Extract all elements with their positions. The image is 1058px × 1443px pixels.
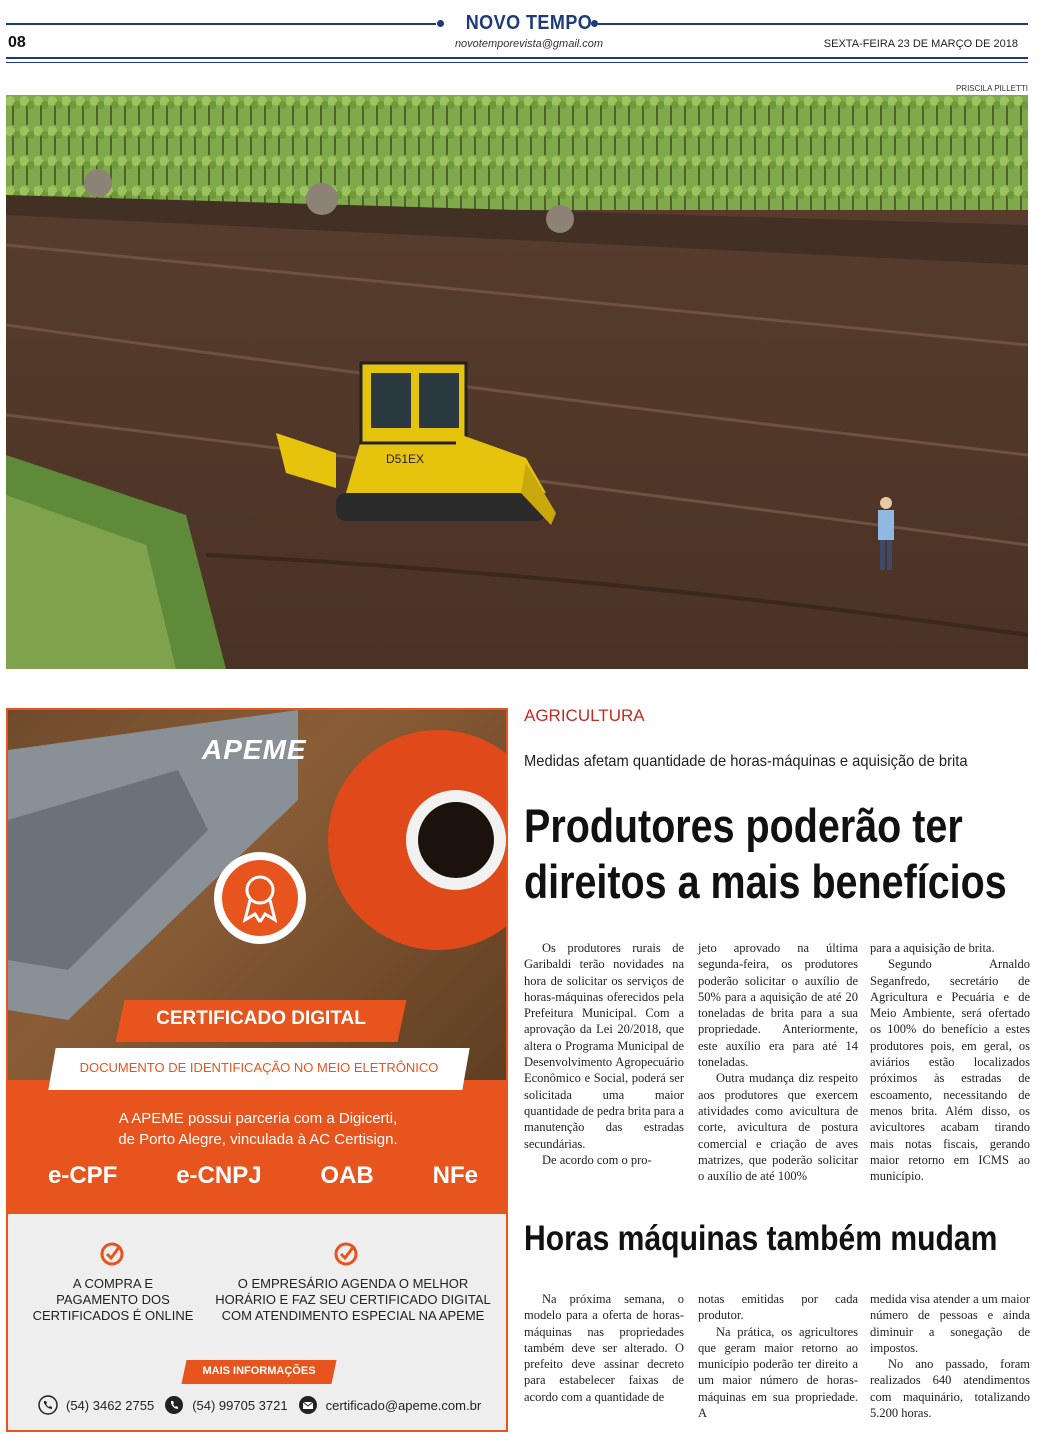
certificate-badge-icon [210, 848, 310, 948]
paragraph: Os produtores rurais de Garibaldi terão novidades na hora de solicitar os serviços de horas-máquinas oferecidos pela Prefeitura Municipal. Com a aprovação da Lei 20/2018, que altera o Programa Municipal de Desenvolvimento Agropecuário Econômico e Social, poderá ser solicitada uma maior quantidade de pedra brita para a manutenção das estradas secundárias. [524, 941, 684, 1151]
feature2-line: HORÁRIO E FAZ SEU CERTIFICADO DIGITAL [215, 1292, 491, 1307]
paragraph: jeto aprovado na última segunda-feira, os produtores poderão solicitar o auxílio de 50% para a aquisição de até 20 toneladas de brita para a sua propriedade. Anteriormente, este auxílio era para até 14 toneladas. [698, 941, 858, 1070]
email-address: certificado@apeme.com.br [325, 1397, 482, 1413]
ad-tagline: DOCUMENTO DE IDENTIFICAÇÃO NO MEIO ELETRÔNICO [79, 1060, 439, 1075]
cert-type-nfe: NFe [432, 1162, 478, 1189]
contact-email[interactable] [298, 1395, 482, 1415]
cert-types-row [48, 1162, 478, 1190]
feature2-line: COM ATENDIMENTO ESPECIAL NA APEME [221, 1308, 485, 1323]
check-icon [100, 1242, 124, 1266]
newspaper-title: NOVO TEMPO [465, 12, 593, 34]
feature-scheduling [208, 1276, 498, 1324]
machine-label: D51EX [386, 452, 425, 466]
ad-partner-text [48, 1108, 468, 1150]
article-column-6 [870, 1291, 1030, 1421]
article-column-1 [524, 940, 684, 1168]
cert-type-ecnpj: e-CNPJ [176, 1162, 262, 1189]
bulldozer-photo [6, 95, 1028, 669]
contact-phone[interactable] [38, 1395, 154, 1415]
article-column-3 [870, 940, 1030, 1184]
feature1-line: PAGAMENTO DOS [56, 1292, 170, 1307]
section-label: AGRICULTURA [524, 706, 645, 725]
phone-icon [38, 1395, 58, 1415]
issue-date: SEXTA-FEIRA 23 DE MARÇO DE 2018 [823, 38, 1018, 50]
more-info-label: MAIS INFORMAÇÕES [202, 1365, 316, 1377]
paragraph: Segundo Arnaldo Seganfredo, secretário de Agricultura e Pecuária e de Meio Ambiente, será ofertado os 100% do benefício a estes produtores pois, em geral, os aviários estão localizados próximos às estradas de escoamento, necessitando de menos brita. Além disso, os avicultores acabam tirando mais notas fiscais, gerando maior retorno em ICMS ao município. [870, 957, 1030, 1184]
feature2-line: O EMPRESÁRIO AGENDA O MELHOR [237, 1276, 469, 1291]
contact-whatsapp[interactable] [164, 1395, 287, 1415]
email-icon [298, 1395, 318, 1415]
article-subtitle: Medidas afetam quantidade de horas-máquinas e aquisição de brita [524, 753, 968, 770]
newspaper-email[interactable]: novotemporevista@gmail.com [454, 38, 604, 50]
article-column-2 [698, 940, 858, 1184]
apeme-advertisement[interactable] [6, 708, 508, 1432]
feature-online-purchase [28, 1276, 198, 1324]
feature1-line: A COMPRA E [72, 1276, 154, 1291]
paragraph: No ano passado, foram realizados 640 atendimentos com maquinário, totalizando 5.200 horas. [870, 1357, 1030, 1421]
paragraph: Na próxima semana, o modelo para a oferta de horas-máquinas nas propriedades também deve ser alterado. O prefeito deve assinar decreto para estabelecer faixas de acordo com a quantidade de [524, 1292, 684, 1404]
photo-credit: PRISCILA PILLETTI [955, 84, 1028, 93]
partner-line-1: A APEME possui parceria com a Digicerti, [118, 1110, 398, 1127]
masthead-double-rule [6, 57, 1028, 63]
article-column-5 [698, 1291, 858, 1421]
headline-line-1: Produtores poderão ter [524, 799, 963, 852]
article-subhead: Horas máquinas também mudam [524, 1219, 998, 1258]
paragraph: De acordo com o pro- [542, 1152, 652, 1167]
paragraph: Na prática, os agricultores que geram maior retorno ao município poderão ter direito a um maior número de horas-máquinas em sua propriedade. A [698, 1324, 858, 1421]
ad-photo-area [8, 710, 506, 1080]
headline-line-2: direitos a mais benefícios [524, 855, 1007, 908]
article-column-4 [524, 1291, 684, 1405]
cert-type-ecpf: e-CPF [48, 1162, 118, 1189]
paragraph: medida visa atender a um maior número de pessoas e ainda diminuir a sonegação de impostos. [870, 1292, 1031, 1355]
paragraph: notas emitidas por cada produtor. [698, 1292, 858, 1323]
page-number: 08 [8, 34, 26, 51]
check-icon [334, 1242, 358, 1266]
article-headline [524, 798, 1007, 910]
whatsapp-icon [164, 1395, 184, 1415]
phone-number: (54) 3462 2755 [66, 1397, 155, 1413]
whatsapp-number: (54) 99705 3721 [192, 1397, 288, 1413]
contact-row [38, 1394, 498, 1416]
partner-line-2: de Porto Alegre, vinculada à AC Certisign. [118, 1131, 398, 1148]
certificado-digital-title: CERTIFICADO DIGITAL [156, 1008, 366, 1029]
feature1-line: CERTIFICADOS É ONLINE [32, 1308, 194, 1323]
paragraph: para a aquisição de brita. [870, 941, 995, 955]
paragraph: Outra mudança diz respeito aos produtores que exercem atividades como avicultura de corte, avicultura de postura comercial e criação de aves matrizes, que poderão solicitar o auxílio de até 100% [698, 1071, 858, 1184]
cert-type-oab: OAB [320, 1162, 374, 1189]
apeme-logo: APEME [202, 734, 307, 765]
